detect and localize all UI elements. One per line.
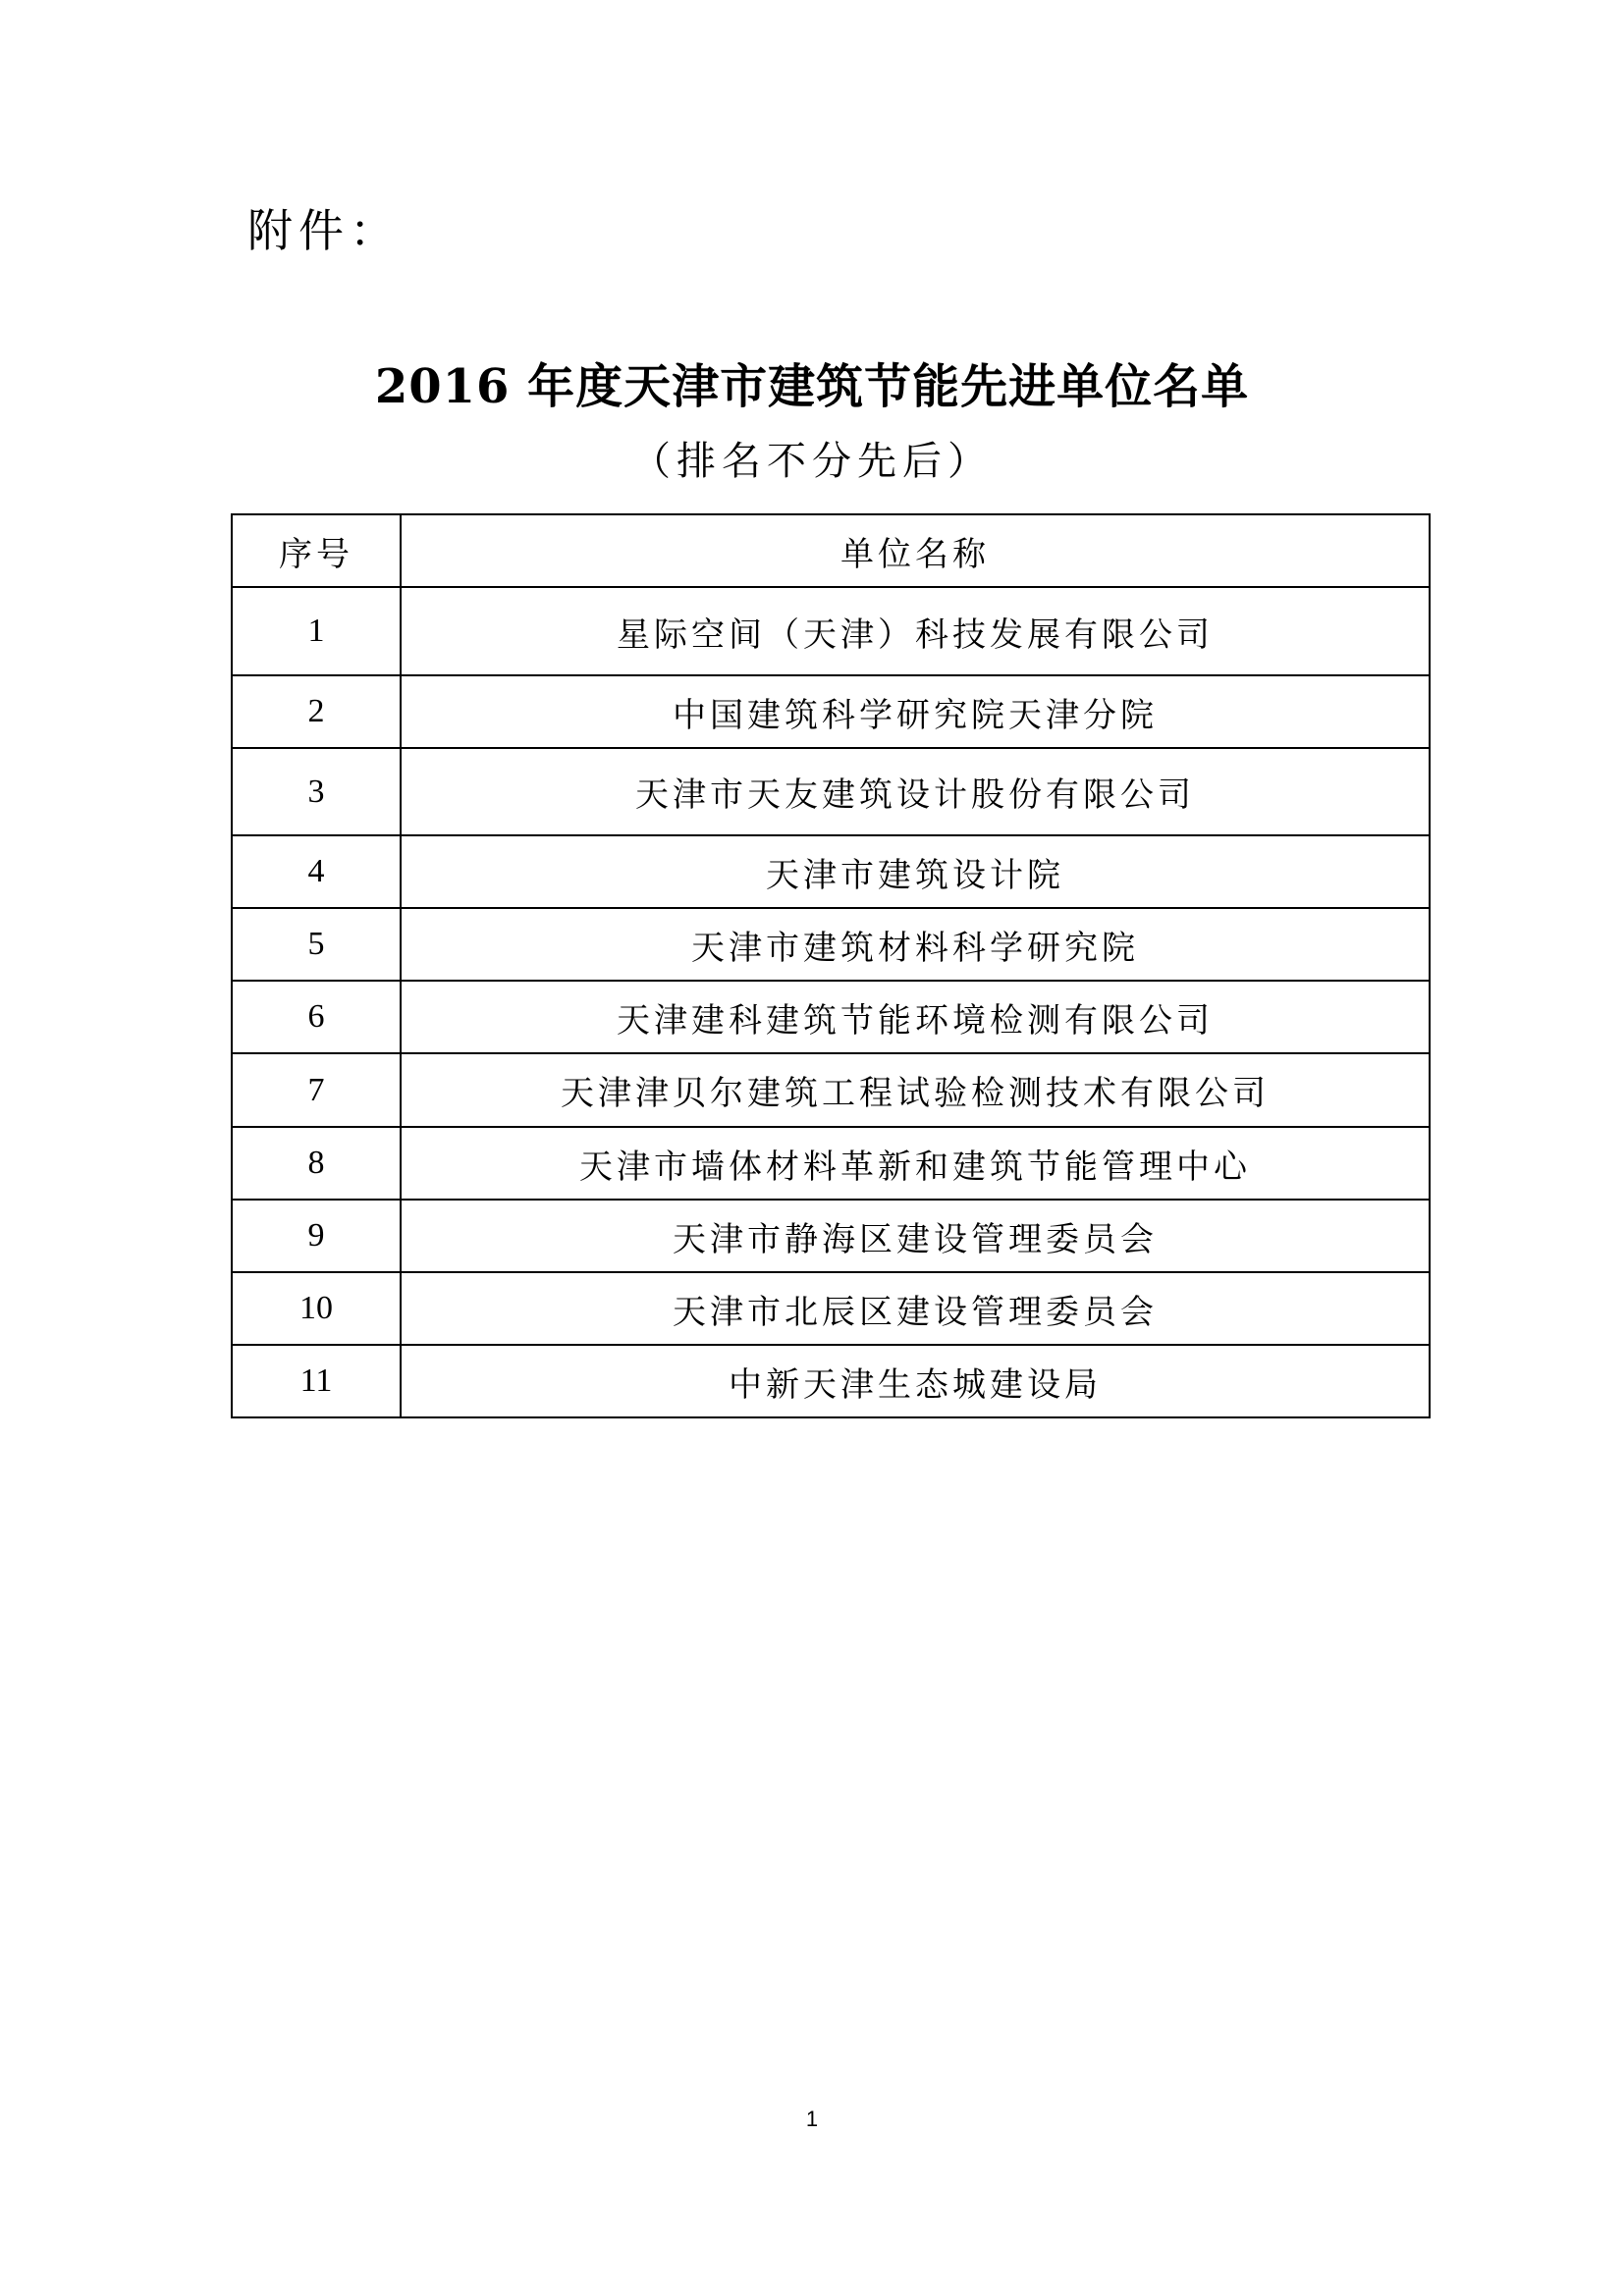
table-row	[232, 1127, 1430, 1200]
table-row	[232, 587, 1430, 675]
table-row	[232, 908, 1430, 981]
row-unit-name: 天津市墙体材料革新和建筑节能管理中心	[401, 1127, 1430, 1200]
document-subtitle: （排名不分先后）	[631, 439, 993, 484]
row-index: 11	[232, 1345, 401, 1417]
row-unit-name: 中国建筑科学研究院天津分院	[401, 675, 1430, 748]
row-unit-name: 天津市天友建筑设计股份有限公司	[401, 748, 1430, 835]
table-row	[232, 835, 1430, 908]
row-index: 7	[232, 1053, 401, 1127]
row-unit-name: 天津市建筑材料科学研究院	[401, 908, 1430, 981]
row-unit-name: 天津市北辰区建设管理委员会	[401, 1272, 1430, 1345]
table-header-row	[232, 514, 1430, 587]
unit-list-table	[231, 513, 1431, 1418]
row-unit-name: 天津市静海区建设管理委员会	[401, 1200, 1430, 1272]
attachment-label: 附件：	[247, 204, 401, 257]
row-index: 9	[232, 1200, 401, 1272]
table-row	[232, 748, 1430, 835]
header-index: 序号	[232, 514, 401, 587]
row-index: 3	[232, 748, 401, 835]
row-index: 4	[232, 835, 401, 908]
table-row	[232, 1053, 1430, 1127]
row-index: 1	[232, 587, 401, 675]
row-unit-name: 天津津贝尔建筑工程试验检测技术有限公司	[401, 1053, 1430, 1127]
table-row	[232, 1200, 1430, 1272]
row-index: 6	[232, 981, 401, 1053]
row-unit-name: 天津市建筑设计院	[401, 835, 1430, 908]
row-unit-name: 天津建科建筑节能环境检测有限公司	[401, 981, 1430, 1053]
row-index: 2	[232, 675, 401, 748]
row-index: 10	[232, 1272, 401, 1345]
table-row	[232, 1345, 1430, 1417]
page-number: 1	[805, 2107, 819, 2131]
table-row	[232, 1272, 1430, 1345]
row-unit-name: 中新天津生态城建设局	[401, 1345, 1430, 1417]
document-title: 2016 年度天津市建筑节能先进单位名单	[374, 359, 1250, 414]
header-unit-name: 单位名称	[401, 514, 1430, 587]
row-index: 8	[232, 1127, 401, 1200]
row-index: 5	[232, 908, 401, 981]
table-row	[232, 675, 1430, 748]
table-row	[232, 981, 1430, 1053]
row-unit-name: 星际空间（天津）科技发展有限公司	[401, 587, 1430, 675]
